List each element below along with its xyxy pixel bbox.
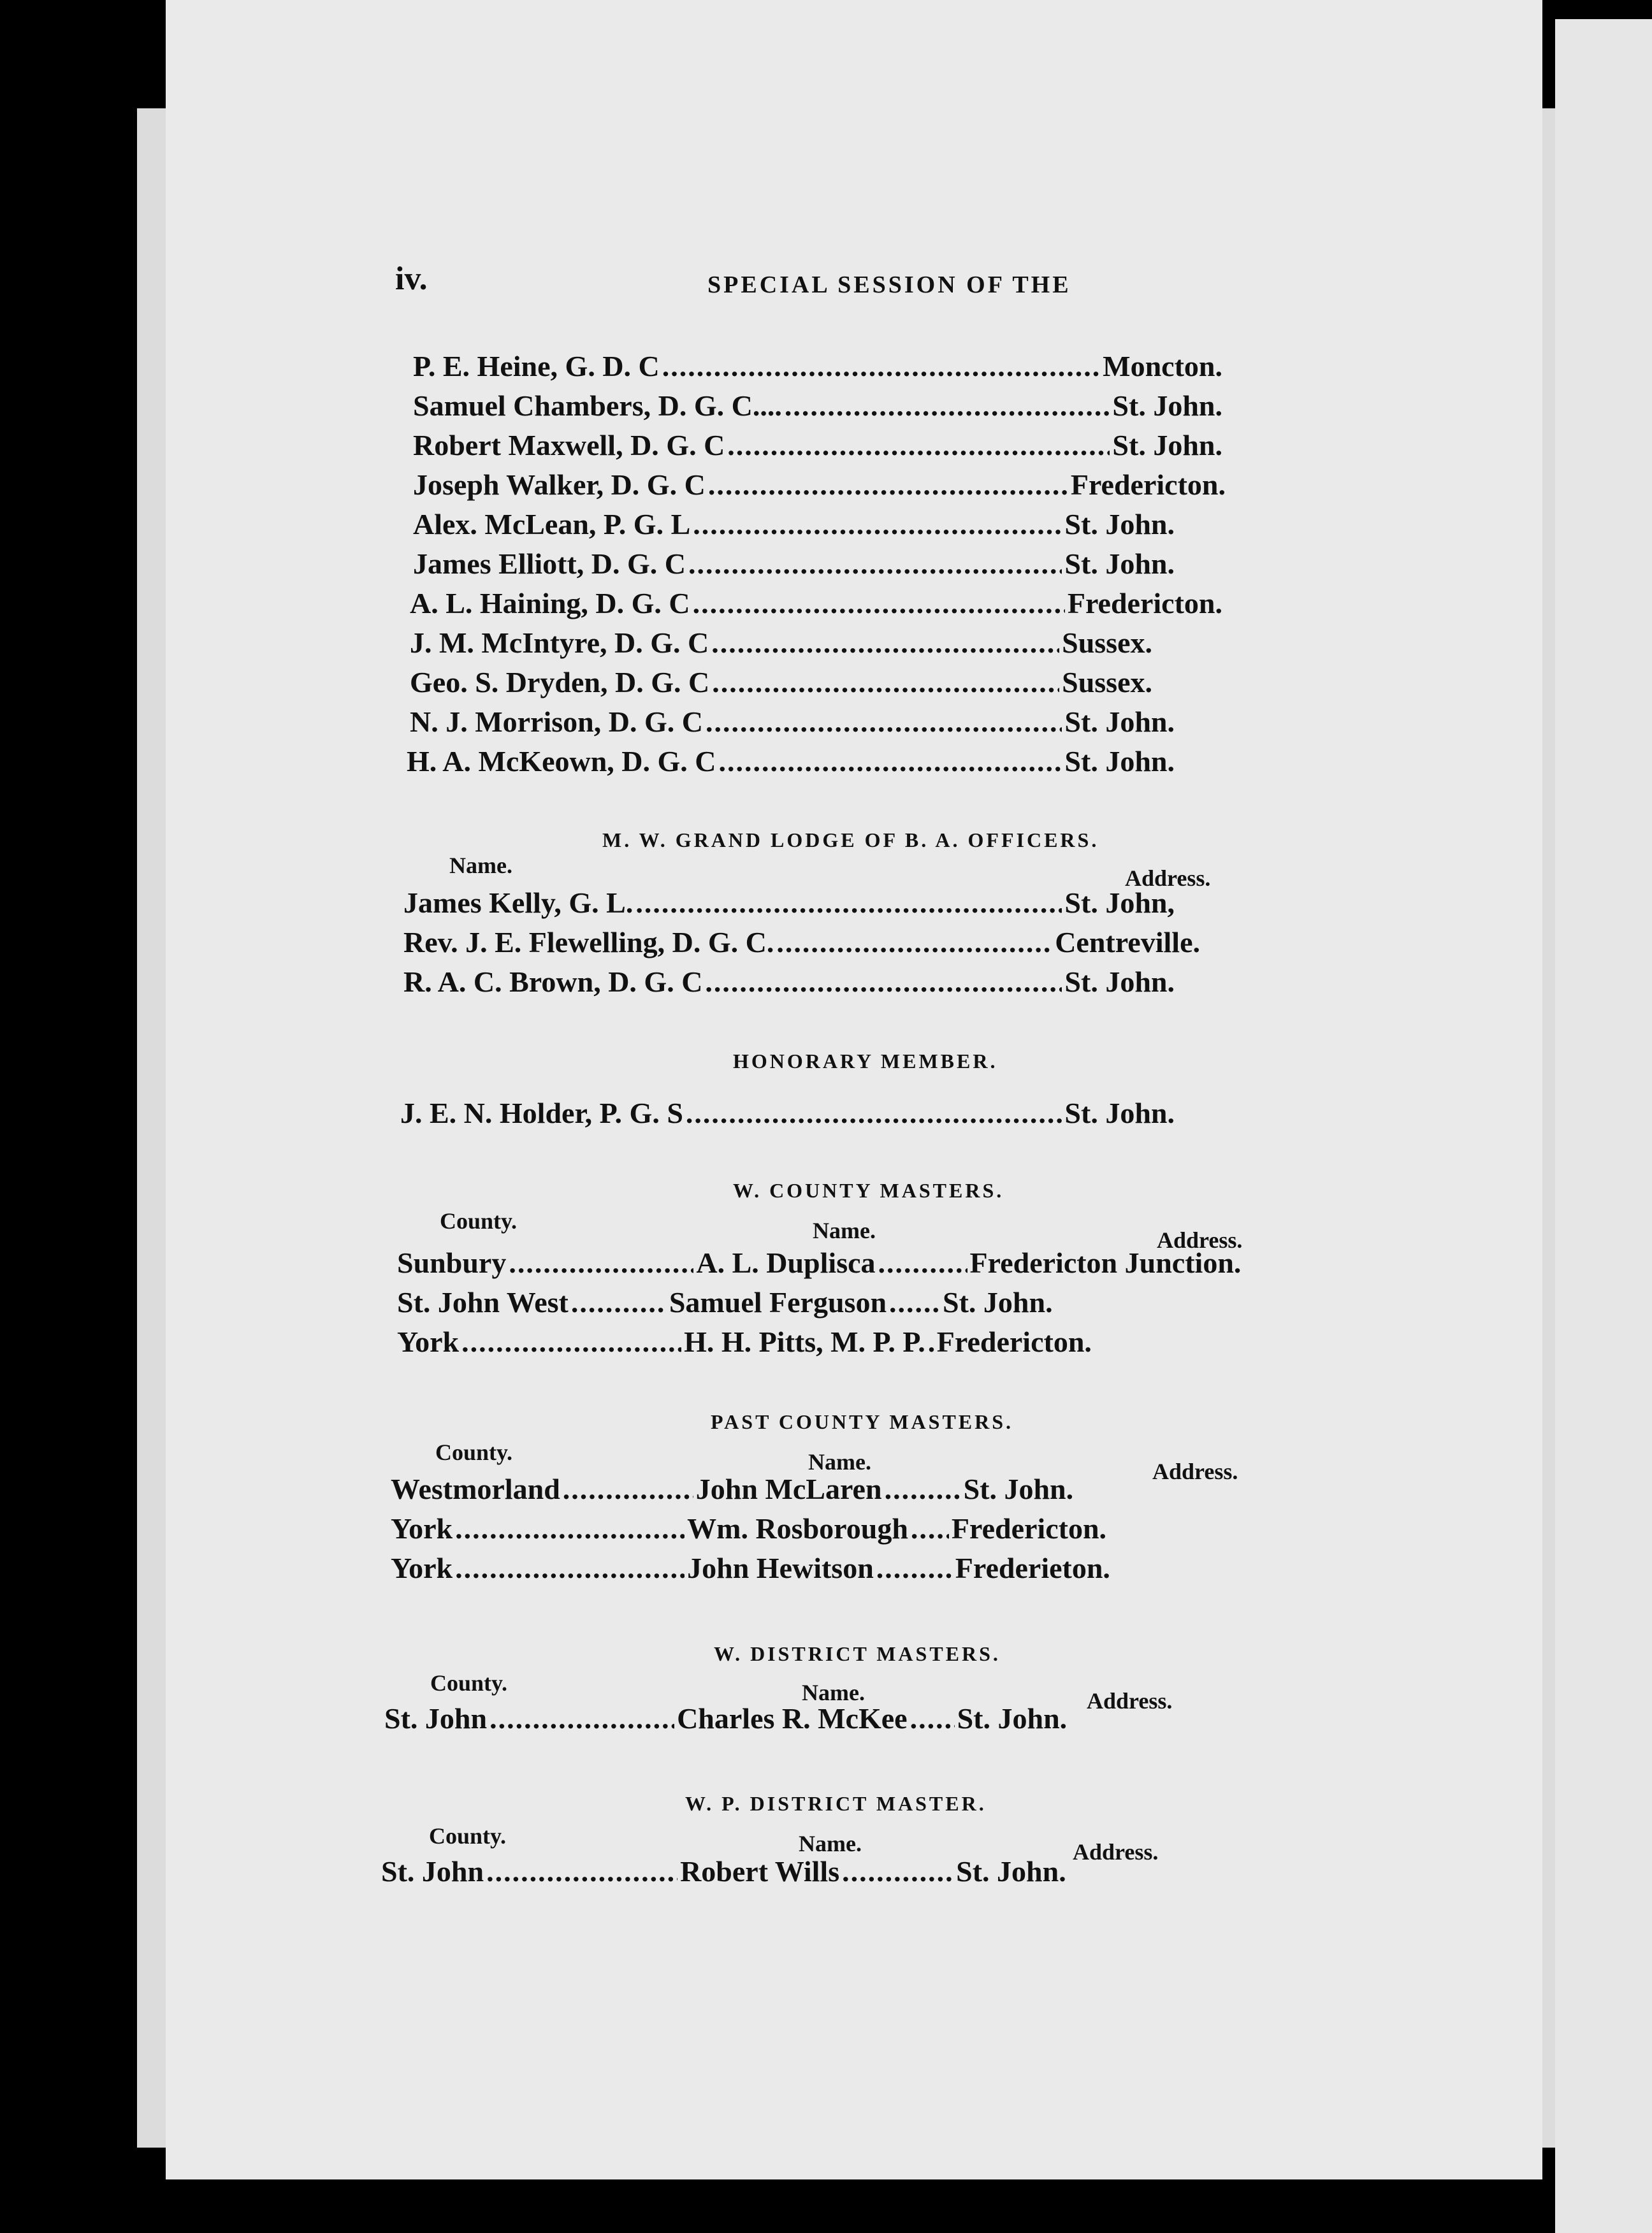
officer-address: Sussex. <box>1062 666 1152 698</box>
column-header-county: County. <box>430 1670 508 1696</box>
leader-dots <box>719 744 1062 778</box>
name-cell: A. L. Duplisca <box>696 1247 876 1279</box>
leader-dots <box>885 1472 961 1506</box>
officer-name: H. A. McKeown, D. G. C <box>407 745 716 777</box>
officer-address: St. John. <box>1064 705 1175 738</box>
table-row <box>391 1512 1219 1545</box>
county-cell: St. John West <box>397 1286 569 1319</box>
leader-dots <box>712 665 1059 699</box>
county-cell: St. John <box>384 1702 488 1735</box>
page-number: iv. <box>395 261 428 297</box>
list-item <box>410 665 1152 699</box>
list-item <box>413 507 1175 541</box>
column-header-address: Address. <box>1087 1688 1173 1714</box>
leader-dots <box>706 705 1062 739</box>
leader-dots <box>686 1096 1062 1130</box>
name-cell: Charles R. McKee <box>677 1702 908 1735</box>
column-header-address: Address. <box>1125 865 1211 891</box>
table-row <box>397 1246 1340 1280</box>
list-item <box>413 547 1175 581</box>
table-row <box>384 1702 1187 1735</box>
leader-dots <box>878 1246 967 1280</box>
table-row <box>397 1285 1226 1319</box>
county-cell: York <box>391 1552 453 1584</box>
officer-address: St. John. <box>1112 389 1222 422</box>
leader-dots <box>693 586 1065 620</box>
column-header-county: County. <box>440 1208 518 1234</box>
officer-address: Fredericton. <box>1067 587 1222 619</box>
name-cell: Robert Wills <box>680 1855 840 1888</box>
address-cell: St. John. <box>956 1855 1066 1888</box>
column-header-county: County. <box>429 1823 507 1849</box>
list-item <box>413 349 1222 383</box>
leader-dots <box>688 547 1062 581</box>
officer-name: James Elliott, D. G. C <box>413 547 686 580</box>
table-row <box>391 1472 1206 1506</box>
list-item <box>400 1096 1175 1130</box>
county-cell: York <box>397 1326 460 1358</box>
leader-dots <box>911 1512 949 1545</box>
section-title-honorary: HONORARY MEMBER. <box>733 1050 998 1073</box>
address-cell: Fredericton. <box>951 1512 1107 1545</box>
county-cell: St. John <box>381 1855 484 1888</box>
leader-dots <box>727 428 1110 462</box>
officer-address: Sussex. <box>1062 626 1152 659</box>
officer-address: St. John. <box>1064 745 1175 777</box>
officer-address: Fredericton. <box>1070 468 1226 501</box>
table-row <box>381 1854 1162 1888</box>
leader-dots <box>489 1702 674 1735</box>
officer-name: N. J. Morrison, D. G. C <box>410 705 703 738</box>
officer-name: A. L. Haining, D. G. C <box>410 587 690 619</box>
leader-dots <box>693 507 1062 541</box>
officer-name: James Kelly, G. L. <box>403 886 634 919</box>
section-title-past-county-masters: PAST COUNTY MASTERS. <box>711 1410 1014 1433</box>
section-title-district-masters: W. DISTRICT MASTERS. <box>714 1642 1001 1665</box>
officer-address: St. John. <box>1064 965 1175 998</box>
leader-dots <box>486 1854 677 1888</box>
leader-dots <box>509 1246 693 1280</box>
column-header-name: Name. <box>799 1831 862 1856</box>
officer-name: Joseph Walker, D. G. C <box>413 468 706 501</box>
leader-dots <box>785 389 1110 423</box>
leader-dots <box>571 1285 667 1319</box>
address-cell: Frederieton. <box>955 1552 1110 1584</box>
officer-name: Alex. McLean, P. G. L <box>413 508 691 540</box>
list-item <box>413 428 1222 462</box>
list-item <box>403 965 1175 999</box>
leader-dots <box>662 349 1100 383</box>
officer-address: Centreville. <box>1055 926 1200 958</box>
leader-dots <box>455 1551 685 1585</box>
officer-address: Moncton. <box>1103 350 1222 382</box>
officer-name: Geo. S. Dryden, D. G. C <box>410 666 710 698</box>
column-header-address: Address. <box>1073 1839 1159 1865</box>
leader-dots <box>711 626 1059 660</box>
list-item <box>403 925 1200 959</box>
officer-address: St. John. <box>1064 508 1175 540</box>
address-cell: Fredericton Junction. <box>969 1247 1242 1279</box>
leader-dots <box>928 1325 934 1359</box>
leader-dots <box>842 1854 953 1888</box>
adjacent-page-edge <box>1555 19 1652 2233</box>
county-cell: York <box>391 1512 453 1545</box>
county-cell: Sunbury <box>397 1247 507 1279</box>
leader-dots <box>563 1472 693 1506</box>
leader-dots <box>876 1551 953 1585</box>
officer-name: J. M. McIntyre, D. G. C <box>410 626 709 659</box>
officer-address: St. John, <box>1064 886 1175 919</box>
officer-address: St. John. <box>1112 429 1222 461</box>
table-row <box>397 1325 1270 1359</box>
leader-dots <box>910 1702 955 1735</box>
officer-address: St. John. <box>1064 547 1175 580</box>
column-header-county: County. <box>435 1440 513 1465</box>
list-item <box>403 886 1175 920</box>
leader-dots <box>889 1285 940 1319</box>
column-header-name: Name. <box>802 1680 865 1705</box>
address-cell: Fredericton. <box>936 1326 1092 1358</box>
column-header-name: Name. <box>813 1218 876 1243</box>
name-cell: John Hewitson <box>687 1552 874 1584</box>
address-cell: St. John. <box>957 1702 1068 1735</box>
section-title-county-masters: W. COUNTY MASTERS. <box>733 1179 1004 1202</box>
column-header-name: Name. <box>808 1449 871 1475</box>
leader-dots <box>455 1512 685 1545</box>
leader-dots <box>705 965 1062 999</box>
address-cell: St. John. <box>943 1286 1053 1319</box>
name-cell: H. H. Pitts, M. P. P. <box>684 1326 925 1358</box>
running-header: SPECIAL SESSION OF THE <box>707 271 1071 298</box>
address-cell: St. John. <box>963 1473 1074 1505</box>
column-header-name: Name. <box>449 853 512 878</box>
section-title-past-district-master: W. P. DISTRICT MASTER. <box>685 1792 987 1815</box>
leader-dots <box>461 1325 681 1359</box>
section-title-grand-lodge: M. W. GRAND LODGE OF B. A. OFFICERS. <box>602 828 1099 851</box>
list-item <box>410 586 1222 620</box>
leader-dots <box>776 925 1052 959</box>
name-cell: Samuel Ferguson <box>669 1286 887 1319</box>
officer-name: Robert Maxwell, D. G. C <box>413 429 725 461</box>
column-header-address: Address. <box>1157 1227 1243 1253</box>
leader-dots <box>635 886 1062 920</box>
member-address: St. John. <box>1064 1097 1175 1129</box>
list-item <box>413 468 1226 502</box>
list-item <box>410 626 1152 660</box>
officer-name: Samuel Chambers, D. G. C.... <box>413 389 782 422</box>
officer-name: Rev. J. E. Flewelling, D. G. C. <box>403 926 774 958</box>
list-item <box>410 705 1175 739</box>
column-header-address: Address. <box>1152 1459 1238 1484</box>
name-cell: Wm. Rosborough <box>687 1512 908 1545</box>
member-name: J. E. N. Holder, P. G. S <box>400 1097 683 1129</box>
table-row <box>391 1551 1219 1585</box>
list-item <box>413 389 1222 423</box>
officer-name: R. A. C. Brown, D. G. C <box>403 965 703 998</box>
name-cell: John McLaren <box>695 1473 882 1505</box>
list-item <box>407 744 1175 778</box>
officer-name: P. E. Heine, G. D. C <box>413 350 660 382</box>
leader-dots <box>708 468 1068 502</box>
county-cell: Westmorland <box>391 1473 560 1505</box>
